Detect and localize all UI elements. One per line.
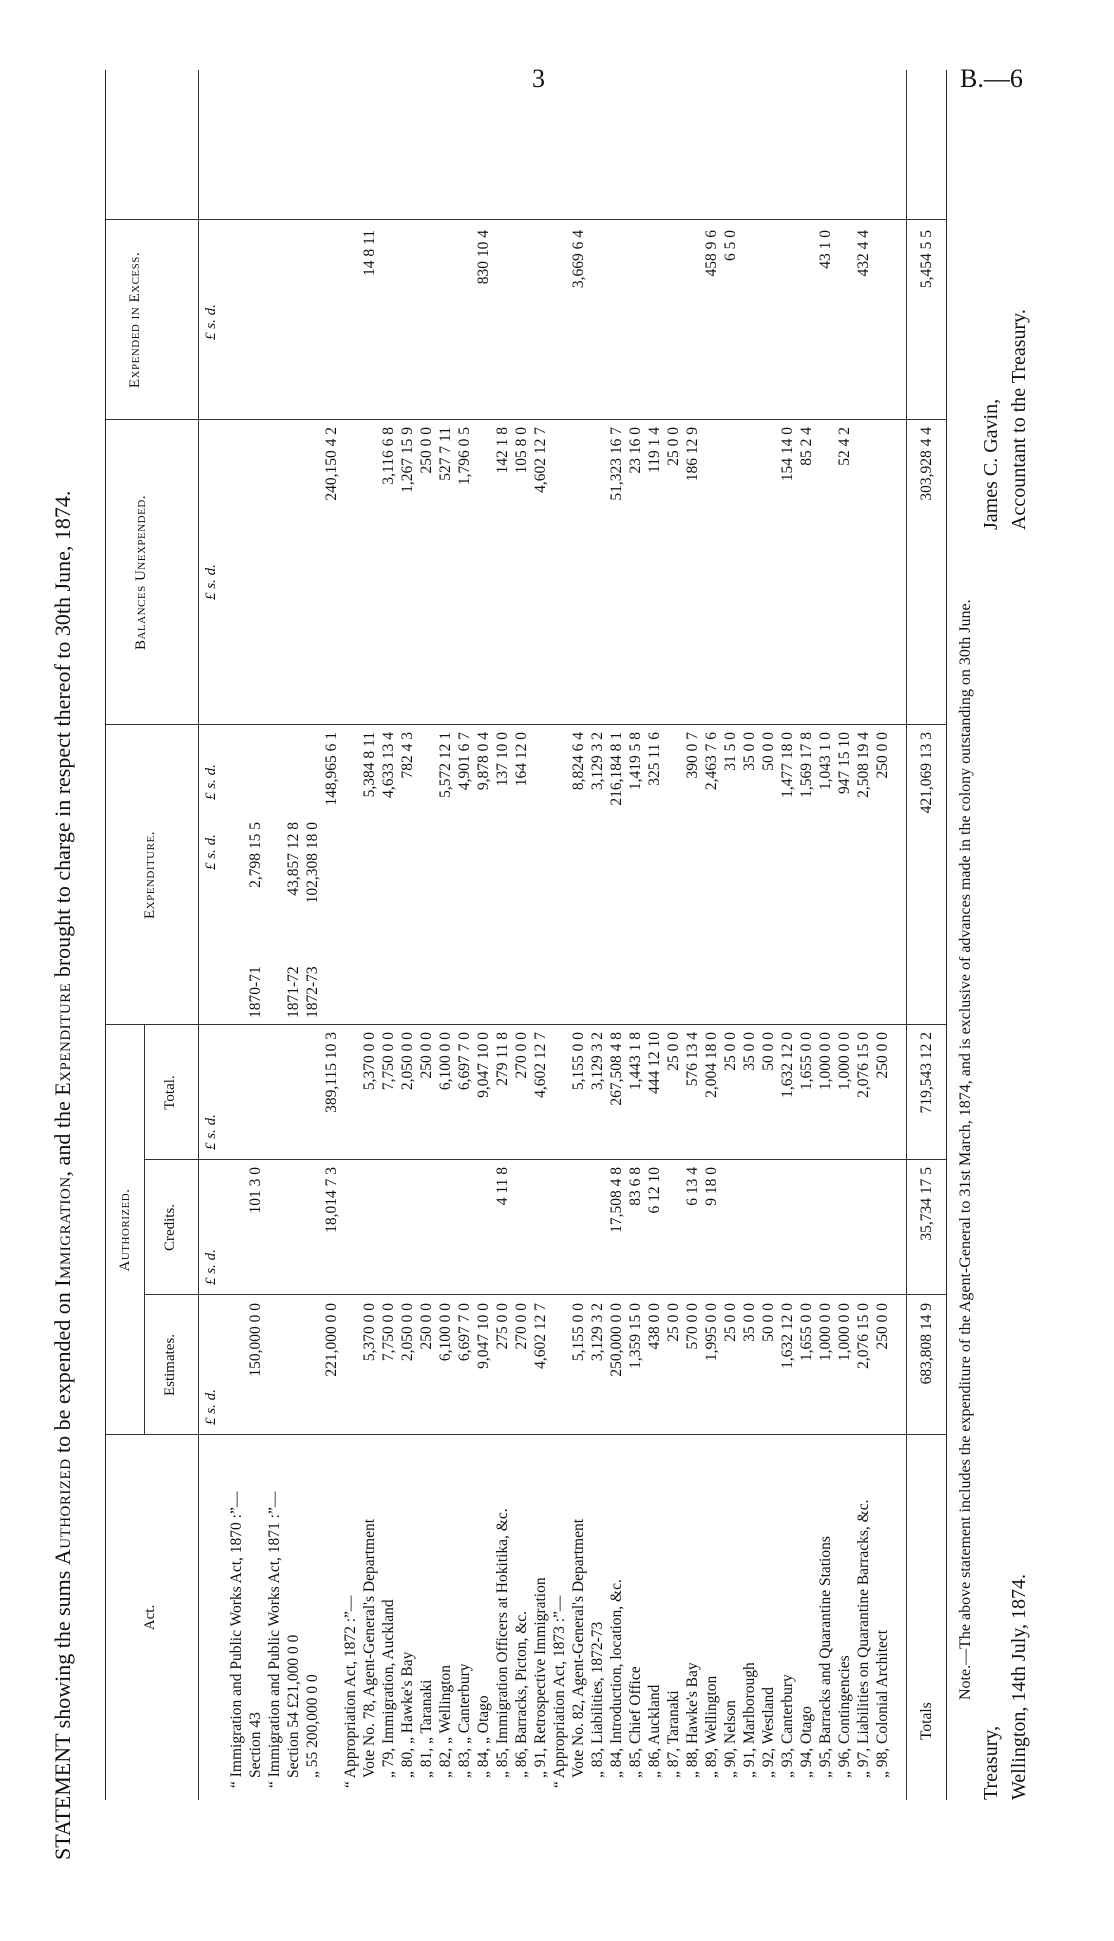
cell-est: 2,076 15 0 — [855, 1303, 872, 1369]
table-row — [684, 70, 701, 1800]
cell-tot: 1,655 0 0 — [798, 1032, 815, 1091]
table-row — [532, 70, 549, 1800]
page-number: 3 — [532, 64, 545, 93]
table-row — [247, 70, 264, 1800]
cell-exp: 3,129 3 2 — [589, 732, 606, 791]
cell-exp: 4,901 6 7 — [456, 732, 473, 791]
totals-excess: 5,454 5 5 — [918, 230, 935, 289]
signature-role: Accountant to the Treasury. — [1008, 309, 1030, 530]
cell-bal: 105 8 0 — [513, 427, 530, 474]
cell-cr: 83 6 8 — [627, 1167, 644, 1206]
lsd-expenditure-sub: £ s. d. — [203, 834, 219, 870]
cell-tot: 7,750 0 0 — [380, 1032, 397, 1091]
cell-est: 5,155 0 0 — [570, 1303, 587, 1362]
cell-tot: 25 0 0 — [722, 1032, 739, 1071]
row-act: „ 85, Chief Office — [627, 1666, 644, 1778]
cell-cr: 9 18 0 — [703, 1167, 720, 1206]
cell-tot: 6,697 7 0 — [456, 1032, 473, 1091]
table-row — [342, 70, 359, 1800]
cell-tot: 444 12 10 — [646, 1032, 663, 1094]
table-row — [380, 70, 397, 1800]
cell-exp: 390 0 7 — [684, 732, 701, 779]
cell-est: 1,359 15 0 — [627, 1303, 644, 1369]
rotated-statement — [40, 120, 1040, 1860]
cell-cr: 4 11 8 — [494, 1167, 511, 1206]
table-row — [627, 70, 644, 1800]
title-immigration: Immigration — [50, 1176, 75, 1287]
lsd-estimates: £ s. d. — [203, 1389, 219, 1425]
cell-tot: 5,155 0 0 — [570, 1032, 587, 1091]
table-row — [836, 70, 853, 1800]
footnote: Note.—The above statement includes the expenditure of the Agent-General to 31st March, 1874, and is exclusive of advances made in the colony outstanding on 30th June. — [957, 599, 974, 1700]
row-act: Vote No. 78, Agent-General's Department — [361, 1518, 378, 1778]
row-act: “ Immigration and Public Works Act, 1871 :”— — [266, 1491, 283, 1788]
totals-total: 719,543 12 2 — [918, 1032, 935, 1114]
header-act: Act. — [142, 1604, 158, 1631]
cell-bal: 154 14 0 — [779, 427, 796, 482]
cell-est: 3,129 3 2 — [589, 1303, 606, 1362]
totals-estimates: 683,808 14 9 — [918, 1303, 935, 1385]
cell-exp: 250 0 0 — [874, 732, 891, 779]
cell-tot: 4,602 12 7 — [532, 1032, 549, 1098]
cell-est: 150,000 0 0 — [247, 1303, 264, 1377]
cell-xs: 6 5 0 — [722, 230, 739, 261]
statement-title — [50, 120, 76, 1860]
cell-est: 9,047 10 0 — [475, 1303, 492, 1369]
table-row — [285, 70, 302, 1800]
cell-est: 570 0 0 — [684, 1303, 701, 1350]
cell-tot: 270 0 0 — [513, 1032, 530, 1079]
cell-tot: 576 13 4 — [684, 1032, 701, 1087]
row-act: Vote No. 82, Agent-General's Department — [570, 1518, 587, 1778]
row-act: „ 86, Auckland — [646, 1684, 663, 1778]
row-act: Section 54 £21,000 0 0 — [285, 1634, 302, 1778]
cell-bal: 240,150 4 2 — [323, 427, 340, 501]
table-row — [551, 70, 568, 1800]
table-row — [418, 70, 435, 1800]
cell-est: 2,050 0 0 — [399, 1303, 416, 1362]
table-row — [798, 70, 815, 1800]
cell-bal: 250 0 0 — [418, 427, 435, 474]
cell-est: 4,602 12 7 — [532, 1303, 549, 1369]
cell-est: 250,000 0 0 — [608, 1303, 625, 1377]
header-authorized: Authorized. — [117, 1188, 133, 1272]
header-estimates: Estimates. — [162, 1333, 178, 1397]
table-row — [494, 70, 511, 1800]
totals-balances: 303,928 4 4 — [918, 427, 935, 501]
table-row — [266, 70, 283, 1800]
place-line1: Treasury, — [980, 1725, 1002, 1800]
cell-exp: 9,878 0 4 — [475, 732, 492, 791]
table-row — [475, 70, 492, 1800]
cell-exp: 1,419 5 8 — [627, 732, 644, 791]
cell-cr: 6 12 10 — [646, 1167, 663, 1214]
row-act: “ Appropriation Act, 1872 :”— — [342, 1595, 359, 1788]
cell-exp: 5,572 12 1 — [437, 732, 454, 798]
lsd-expenditure: £ s. d. — [203, 764, 219, 800]
title-suffix: brought to charge in respect thereof to 30th June, 1874. — [50, 490, 75, 978]
cell-bal: 3,116 6 8 — [380, 427, 397, 485]
cell-exp1: 102,308 18 0 — [304, 822, 321, 904]
row-act: „ 83, „ Canterbury — [456, 1663, 473, 1778]
cell-exp: 947 15 10 — [836, 732, 853, 794]
row-act: „ 80, „ Hawke's Bay — [399, 1651, 416, 1778]
cell-tot: 3,129 3 2 — [589, 1032, 606, 1091]
row-act: „ 89, Wellington — [703, 1675, 720, 1778]
cell-est: 6,100 0 0 — [437, 1303, 454, 1362]
authorized-divider — [144, 1025, 145, 1435]
lsd-credits: £ s. d. — [203, 1249, 219, 1285]
cell-bal: 186 12 9 — [684, 427, 701, 482]
row-act: „ 87, Taranaki — [665, 1690, 682, 1778]
cell-xs: 3,669 6 4 — [570, 230, 587, 289]
row-act: „ 94, Otago — [798, 1706, 815, 1778]
cell-tot: 250 0 0 — [874, 1032, 891, 1079]
row-act: „ 84, „ Otago — [475, 1695, 492, 1778]
header-balances: Balances Unexpended. — [133, 494, 149, 651]
cell-tot: 25 0 0 — [665, 1032, 682, 1071]
totals-divider — [906, 70, 907, 1800]
cell-yr: 1871-72 — [285, 966, 302, 1018]
cell-est: 438 0 0 — [646, 1303, 663, 1350]
cell-yr: 1870-71 — [247, 966, 264, 1018]
cell-tot: 250 0 0 — [418, 1032, 435, 1079]
header-credits: Credits. — [162, 1203, 178, 1252]
totals-label: Totals — [918, 1702, 935, 1740]
cell-bal: 85 2 4 — [798, 427, 815, 466]
row-act: „ 85, Immigration Officers at Hokitika, &c. — [494, 1508, 511, 1778]
cell-tot: 5,370 0 0 — [361, 1032, 378, 1091]
title-mid1: to be expended on — [50, 1292, 75, 1453]
table-row — [570, 70, 587, 1800]
table-row — [760, 70, 777, 1800]
cell-exp: 8,824 6 4 — [570, 732, 587, 791]
cell-xs: 458 9 6 — [703, 230, 720, 277]
title-mid2: , and the — [50, 1101, 75, 1177]
table-row — [855, 70, 872, 1800]
row-act: „ 88, Hawke's Bay — [684, 1662, 701, 1778]
cell-exp: 782 4 3 — [399, 732, 416, 779]
place-line2: Wellington, 14th July, 1874. — [1008, 1574, 1030, 1800]
lsd-excess: £ s. d. — [203, 304, 219, 340]
cell-xs: 830 10 4 — [475, 230, 492, 285]
cell-exp: 31 5 0 — [722, 732, 739, 771]
cell-exp: 1,477 18 0 — [779, 732, 796, 798]
cell-bal: 51,323 16 7 — [608, 427, 625, 501]
cell-xs: 14 8 11 — [361, 230, 378, 276]
cell-tot: 9,047 10 0 — [475, 1032, 492, 1098]
cell-tot: 50 0 0 — [760, 1032, 777, 1071]
cell-bal: 25 0 0 — [665, 427, 682, 466]
table-row — [437, 70, 454, 1800]
cell-xs: 43 1 0 — [817, 230, 834, 269]
row-act: „ 97, Liabilities on Quarantine Barracks, &c. — [855, 1499, 872, 1778]
table-row — [399, 70, 416, 1800]
row-act: „ 55 200,000 0 0 — [304, 1674, 321, 1778]
cell-tot: 267,508 4 8 — [608, 1032, 625, 1106]
table-row — [608, 70, 625, 1800]
header-divider — [198, 70, 199, 1800]
cell-exp: 35 0 0 — [741, 732, 758, 771]
row-act: „ 83, Liabilities, 1872-73 — [589, 1621, 606, 1778]
cell-bal: 1,796 0 5 — [456, 427, 473, 486]
cell-tot: 35 0 0 — [741, 1032, 758, 1071]
title-expenditure: Expenditure — [50, 982, 75, 1096]
cell-tot: 2,076 15 0 — [855, 1032, 872, 1098]
cell-est: 35 0 0 — [741, 1303, 758, 1342]
cell-est: 250 0 0 — [418, 1303, 435, 1350]
table-row — [874, 70, 891, 1800]
cell-est: 270 0 0 — [513, 1303, 530, 1350]
cell-exp: 50 0 0 — [760, 732, 777, 771]
cell-bal: 527 7 11 — [437, 427, 454, 481]
lsd-balances: £ s. d. — [203, 564, 219, 600]
cell-exp: 4,633 13 4 — [380, 732, 397, 798]
table-row — [665, 70, 682, 1800]
cell-yr: 1872-73 — [304, 966, 321, 1018]
table-row — [646, 70, 663, 1800]
row-act: „ 82, „ Wellington — [437, 1665, 454, 1778]
row-act: „ 81, „ Taranaki — [418, 1679, 435, 1778]
row-act: “ Appropriation Act, 1873 :”— — [551, 1595, 568, 1788]
cell-cr: 101 3 0 — [247, 1167, 264, 1214]
row-act: „ 93, Canterbury — [779, 1674, 796, 1778]
cell-est: 1,000 0 0 — [817, 1303, 834, 1362]
signature-name: James C. Gavin, — [980, 398, 1002, 530]
row-act: „ 86, Barracks, Picton, &c. — [513, 1610, 530, 1778]
cell-est: 25 0 0 — [722, 1303, 739, 1342]
cell-bal: 1,267 15 9 — [399, 427, 416, 493]
cell-tot: 2,050 0 0 — [399, 1032, 416, 1091]
row-act: „ 96, Contingencies — [836, 1655, 853, 1778]
table-row — [361, 70, 378, 1800]
cell-cr: 18,014 7 3 — [323, 1167, 340, 1233]
cell-exp: 325 11 6 — [646, 732, 663, 786]
table-row — [722, 70, 739, 1800]
header-total: Total. — [162, 1075, 178, 1110]
totals-credits: 35,734 17 5 — [918, 1167, 935, 1241]
row-act: „ 90, Nelson — [722, 1700, 739, 1778]
cell-exp: 2,463 7 6 — [703, 732, 720, 791]
table-row — [817, 70, 834, 1800]
cell-bal: 142 1 8 — [494, 427, 511, 474]
cell-est: 1,632 12 0 — [779, 1303, 796, 1369]
table-row — [589, 70, 606, 1800]
row-act: „ 95, Barracks and Quarantine Stations — [817, 1536, 834, 1778]
cell-exp: 137 10 0 — [494, 732, 511, 787]
cell-exp: 164 12 0 — [513, 732, 530, 787]
cell-tot: 1,443 1 8 — [627, 1032, 644, 1091]
cell-est: 275 0 0 — [494, 1303, 511, 1350]
table-row — [779, 70, 796, 1800]
table-row — [456, 70, 473, 1800]
lsd-total: £ s. d. — [203, 1114, 219, 1150]
table-row — [703, 70, 720, 1800]
cell-bal: 23 16 0 — [627, 427, 644, 474]
row-act: „ 91, Retrospective Immigration — [532, 1577, 549, 1778]
cell-est: 25 0 0 — [665, 1303, 682, 1342]
title-prefix: STATEMENT showing the sums — [50, 1570, 75, 1860]
table-row — [304, 70, 321, 1800]
cell-tot: 6,100 0 0 — [437, 1032, 454, 1091]
cell-est: 7,750 0 0 — [380, 1303, 397, 1362]
cell-est: 250 0 0 — [874, 1303, 891, 1350]
row-act: „ 91, Marlborough — [741, 1662, 758, 1778]
cell-exp: 2,508 19 4 — [855, 732, 872, 798]
cell-cr: 6 13 4 — [684, 1167, 701, 1206]
totals-row — [918, 70, 935, 1800]
cell-bal: 52 4 2 — [836, 427, 853, 466]
cell-bal: 4,602 12 7 — [532, 427, 549, 493]
cell-cr: 17,508 4 8 — [608, 1167, 625, 1233]
cell-exp: 148,965 6 1 — [323, 732, 340, 806]
totals-expenditure: 421,069 13 3 — [918, 732, 935, 814]
cell-exp: 5,384 8 11 — [361, 732, 378, 798]
table-row — [228, 70, 245, 1800]
table-row — [323, 70, 340, 1800]
cell-est: 221,000 0 0 — [323, 1303, 340, 1377]
row-act: „ 79, Immigration, Auckland — [380, 1599, 397, 1778]
cell-est: 1,000 0 0 — [836, 1303, 853, 1362]
table-row — [741, 70, 758, 1800]
cell-exp: 216,184 8 1 — [608, 732, 625, 806]
header-expenditure: Expenditure. — [142, 831, 158, 919]
cell-tot: 1,000 0 0 — [817, 1032, 834, 1091]
cell-est: 50 0 0 — [760, 1303, 777, 1342]
document-reference: B.—6 — [960, 64, 1023, 93]
cell-tot: 279 11 8 — [494, 1032, 511, 1086]
row-act: “ Immigration and Public Works Act, 1870 :”— — [228, 1491, 245, 1788]
row-act: Section 43 — [247, 1712, 264, 1778]
cell-exp: 1,043 1 0 — [817, 732, 834, 791]
cell-est: 1,995 0 0 — [703, 1303, 720, 1362]
cell-est: 5,370 0 0 — [361, 1303, 378, 1362]
cell-est: 1,655 0 0 — [798, 1303, 815, 1362]
cell-exp: 1,569 17 8 — [798, 732, 815, 798]
cell-tot: 1,632 12 0 — [779, 1032, 796, 1098]
statement-table — [105, 70, 947, 1800]
cell-tot: 389,115 10 3 — [323, 1032, 340, 1113]
cell-est: 6,697 7 0 — [456, 1303, 473, 1362]
header-excess: Expended in Excess. — [127, 251, 143, 389]
cell-exp1: 2,798 15 5 — [247, 822, 264, 888]
cell-tot: 2,004 18 0 — [703, 1032, 720, 1098]
row-act: „ 98, Colonial Architect — [874, 1629, 891, 1778]
row-act: „ 84, Introduction, location, &c. — [608, 1579, 625, 1778]
cell-tot: 1,000 0 0 — [836, 1032, 853, 1091]
cell-bal: 119 1 4 — [646, 427, 663, 473]
table-row — [513, 70, 530, 1800]
cell-exp1: 43,857 12 8 — [285, 822, 302, 896]
title-authorized: Authorized — [50, 1458, 75, 1566]
cell-xs: 432 4 4 — [855, 230, 872, 277]
row-act: „ 92, Westland — [760, 1686, 777, 1778]
